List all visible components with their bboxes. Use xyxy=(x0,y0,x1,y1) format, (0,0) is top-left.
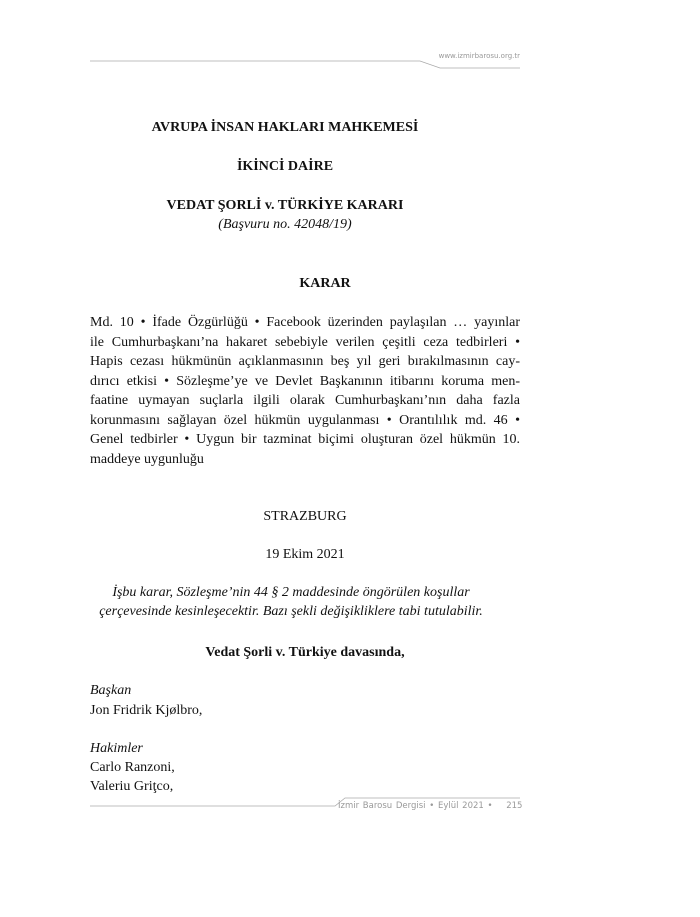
date: 19 Ekim 2021 xyxy=(265,547,345,562)
president-name: Jon Fridrik Kjølbro, xyxy=(90,703,203,718)
finality-note-line: İşbu karar, Sözleşme’nin 44 § 2 maddesinde öngörülen koşullar xyxy=(112,585,470,600)
finality-note-line: çerçevesinde kesinleşecektir. Bazı şekli değişikliklere tabi tutulabilir. xyxy=(99,604,483,619)
summary-line: faatine uymayan suçlarla ilgili olarak Cumhurbaşkanı’nın daha fazla xyxy=(90,393,520,408)
judge-name: Valeriu Griţco, xyxy=(90,779,174,794)
footer xyxy=(338,801,522,811)
summary-line: ile Cumhurbaşkanı’na hakaret sebebiyle verilen çeşitli ceza tedbirleri • xyxy=(90,334,520,350)
page-number: 215 xyxy=(506,801,523,811)
judge-name: Carlo Ranzoni, xyxy=(90,760,175,775)
summary-line: Genel tedbirler • Uygun bir tazminat biçimi oluşturan özel hükmün 10. xyxy=(90,432,520,447)
summary-line: Md. 10 • İfade Özgürlüğü • Facebook üzerinden paylaşılan … yayınlar xyxy=(90,315,520,330)
judges-label: Hakimler xyxy=(90,741,143,756)
header-url: www.izmirbarosu.org.tr xyxy=(438,52,520,60)
summary-line: korunmasını sağlayan özel hükmün uygulanması • Orantılılık md. 46 • xyxy=(90,412,520,428)
decision-heading: KARAR xyxy=(299,276,351,291)
president-label: Başkan xyxy=(90,683,132,698)
summary-line: dırıcı etkisi • Sözleşme’ye ve Devlet Başkanının itibarını koruma men- xyxy=(90,373,520,389)
summary-paragraph xyxy=(90,313,520,469)
place: STRAZBURG xyxy=(263,509,347,524)
chamber-title: İKİNCİ DAİRE xyxy=(236,159,334,174)
summary-line: maddeye uygunluğu xyxy=(90,451,204,467)
summary-line: Hapis cezası hükmünün açıklanmasının beş yıl geri bırakılmasının cay- xyxy=(90,354,520,369)
application-number: (Başvuru no. 42048/19) xyxy=(218,217,352,232)
court-title: AVRUPA İNSAN HAKLARI MAHKEMESİ xyxy=(151,120,419,135)
case-intro: Vedat Şorli v. Türkiye davasında, xyxy=(205,645,405,660)
case-title: VEDAT ŞORLİ v. TÜRKİYE KARARI xyxy=(166,198,404,213)
footer-journal: İzmir Barosu Dergisi • Eylül 2021 • xyxy=(338,801,493,811)
